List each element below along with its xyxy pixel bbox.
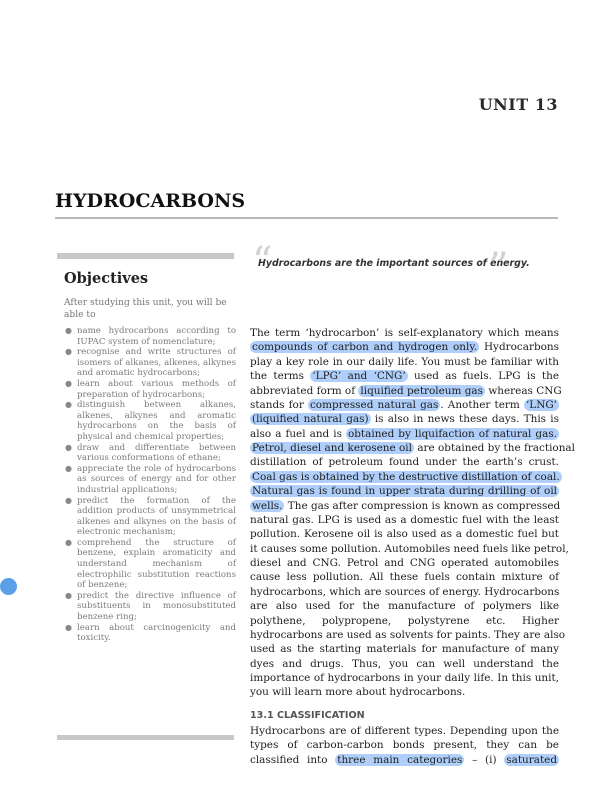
objectives-top-bar	[57, 253, 234, 259]
title-divider	[55, 217, 558, 219]
text-line: are also used for the manufacture of polymers like	[250, 600, 559, 613]
highlight: (liquified natural gas)	[252, 413, 369, 426]
highlight: compounds of carbon and hydrogen only.	[252, 341, 478, 354]
text-line: Petrol, diesel and kerosene oil are obtained by the fractional	[252, 442, 575, 454]
objective-item: ● recognise and write structures of isomers of alkanes, alkenes, alkynes and aromatic hydrocarbons;	[65, 347, 236, 379]
body-text	[250, 326, 575, 767]
text-line: Hydrocarbons are of different types. Depending upon the	[250, 724, 559, 737]
text-line: compounds of carbon and hydrogen only. Hydrocarbons	[252, 341, 559, 354]
close-quote-icon: ”	[488, 245, 509, 291]
objective-item: ● distinguish between alkanes, alkenes, alkynes and aromatic hydrocarbons on the basis of physical and chemical properties;	[65, 400, 236, 442]
text-line: hydrocarbons are used as solvents for paints. They are also	[250, 628, 566, 641]
objectives-list	[64, 326, 236, 644]
highlight: saturated	[506, 753, 558, 766]
bullet-icon: ●	[65, 347, 72, 357]
text-line: cause less pollution. All these fuels contain mixture of	[250, 571, 559, 584]
text-line: classified into three main categories – (i) saturated	[250, 753, 558, 766]
text-line: distillation of petroleum found under the earth’s crust.	[250, 456, 559, 469]
text-line: wells. The gas after compression is known as compressed	[252, 499, 561, 512]
text-line: diesel and CNG. Petrol and CNG operated automobiles	[250, 557, 559, 569]
highlight: Natural gas is found in upper strata during drilling of oil	[252, 485, 557, 498]
text-line: stands for compressed natural gas . Another term ‘LNG’	[250, 398, 557, 411]
text-line: polythene, polypropene, polystyrene etc. Higher	[250, 614, 559, 627]
objective-item: ● comprehend the structure of benzene, explain aromaticity and understand mechanism of electrophilic substitution reactions of benzene;	[65, 537, 236, 591]
objective-item: ● predict the formation of the addition products of unsymmetrical alkenes and alkynes on the basis of electronic mechanism;	[65, 495, 236, 538]
bullet-icon: ●	[65, 590, 72, 600]
text-line	[250, 470, 559, 484]
objectives-intro: After studying this unit, you will be able to	[64, 298, 227, 320]
bullet-icon: ●	[65, 378, 72, 388]
unit-label: UNIT 13	[478, 95, 558, 114]
objective-item: ● learn about carcinogenicity and toxicity.	[65, 622, 236, 644]
epigraph	[252, 239, 552, 291]
text-line: it causes some pollution. Automobiles need fuels like petrol,	[250, 542, 569, 555]
highlight: wells.	[252, 499, 283, 512]
open-quote-icon: “	[252, 239, 273, 285]
text-line: play a key role in our daily life. You must be familiar with	[250, 355, 559, 368]
objectives-heading: Objectives	[64, 270, 149, 287]
highlight: liquified petroleum gas	[360, 384, 484, 397]
objectives-bottom-bar	[57, 735, 234, 740]
text-line: pollution. Kerosene oil is also used as a domestic fuel but	[250, 528, 559, 541]
objective-item: ● learn about various methods of preparation of hydrocarbons;	[65, 378, 236, 400]
text-line: natural gas. LPG is used as a domestic fuel with the least	[250, 513, 559, 526]
highlight: ‘LPG’ and ‘CNG’	[312, 370, 406, 383]
text-line: hydrocarbons, which are sources of energy. Hydrocarbons	[250, 585, 560, 598]
section-heading: 13.1 CLASSIFICATION	[250, 709, 365, 721]
text-line: (liquified natural gas) is also in news these days. This is	[252, 413, 559, 426]
text-line: importance of hydrocarbons in your daily life. In this unit,	[250, 672, 559, 684]
bullet-icon: ●	[65, 400, 72, 410]
text-line: abbreviated form of liquified petroleum gas whereas CNG	[250, 384, 562, 397]
bullet-icon: ●	[65, 537, 72, 547]
objective-item: ● appreciate the role of hydrocarbons as sources of energy and for other industrial applications;	[65, 463, 236, 495]
highlight: three main categories	[337, 753, 463, 766]
margin-marker[interactable]	[0, 578, 17, 595]
bullet-icon: ●	[65, 326, 72, 335]
text-line: types of carbon-carbon bonds present, they can be	[250, 739, 559, 752]
text-line: dyes and drugs. Thus, you can well understand the	[250, 657, 559, 670]
chapter-title: HYDROCARBONS	[55, 190, 246, 212]
highlight: ‘LNG’	[525, 398, 557, 411]
objective-item: ● draw and differentiate between various conformations of ethane;	[65, 442, 236, 464]
objective-item: ● name hydrocarbons according to IUPAC system of nomenclature;	[65, 326, 236, 347]
bullet-icon: ●	[65, 442, 72, 452]
text-line: also a fuel and is obtained by liquifaction of natural gas.	[250, 427, 557, 440]
text-line: used as the starting materials for manufacture of many	[250, 643, 559, 656]
objective-item: ● predict the directive influence of substituents in monosubstituted benzene ring;	[65, 590, 236, 623]
text-line	[250, 484, 559, 498]
highlight: obtained by liquifaction of natural gas.	[347, 427, 557, 440]
highlight: compressed natural gas	[309, 398, 439, 411]
highlight: Petrol, diesel and kerosene oil	[252, 442, 412, 454]
highlight: Coal gas is obtained by the destructive distillation of coal.	[252, 470, 560, 483]
text-line: The term ‘hydrocarbon’ is self-explanatory which means	[250, 327, 559, 339]
text-line: the terms ‘LPG’ and ‘CNG’ used as fuels. LPG is the	[250, 370, 559, 383]
text-line: you will learn more about hydrocarbons.	[250, 686, 466, 699]
bullet-icon: ●	[65, 463, 72, 473]
epigraph-text: Hydrocarbons are the important sources of energy.	[258, 258, 530, 269]
bullet-icon: ●	[65, 495, 72, 505]
bullet-icon: ●	[65, 622, 72, 632]
